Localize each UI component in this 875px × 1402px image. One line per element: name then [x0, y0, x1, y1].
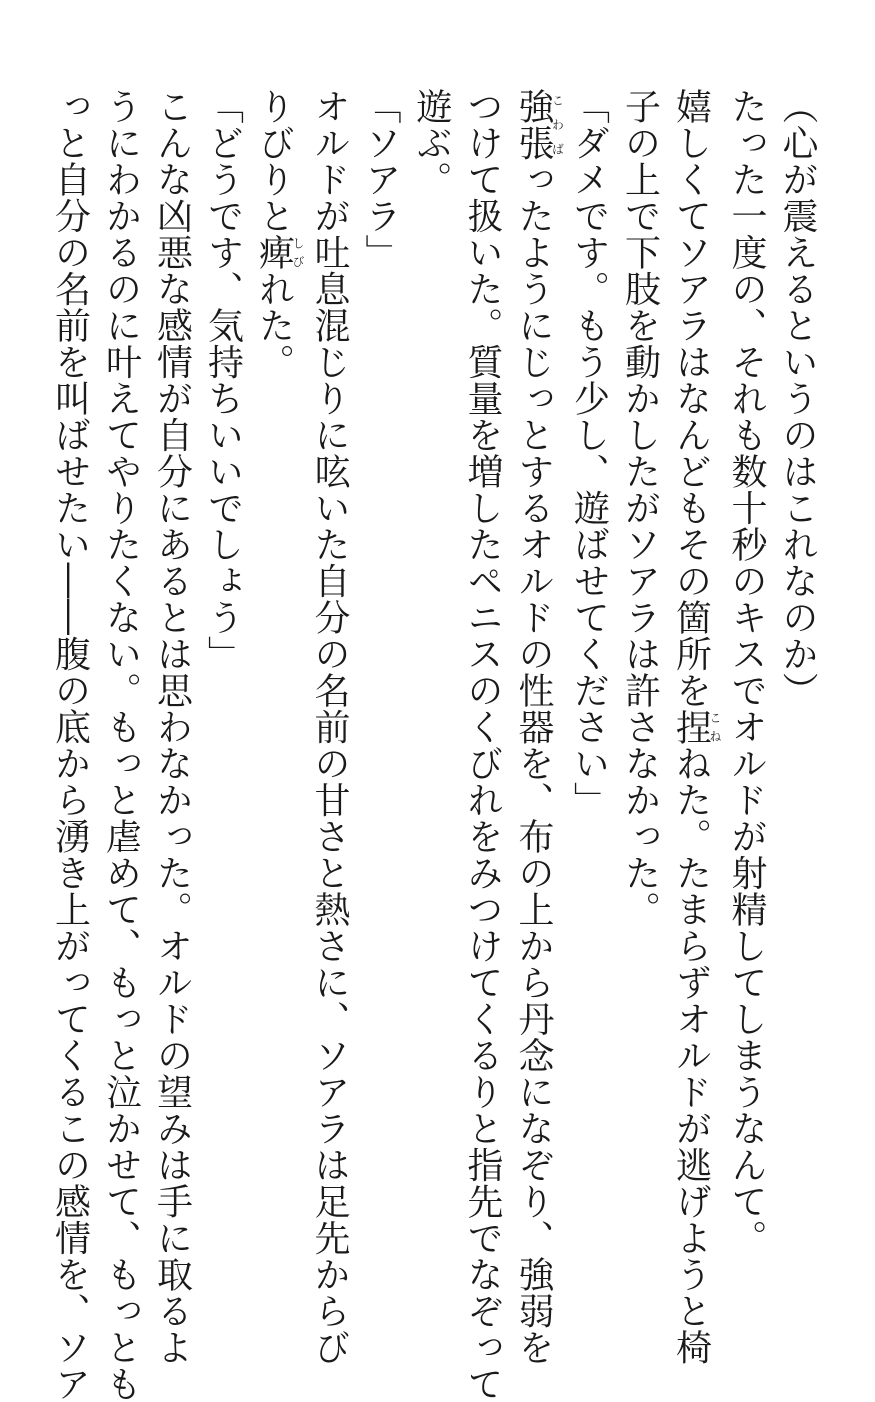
text-line: 子の上で下肢を動かしたがソアラは許さなかった。	[619, 88, 661, 928]
text-line: つけて扱いた。質量を増したペニスのくびれをみつけてくるりと指先でなぞって	[462, 88, 503, 1402]
text-line: 嬉しくてソアラはなんどもその箇所を捏こねねた。たまらずオルドが逃げようと椅	[670, 88, 722, 1366]
furigana-reading: しび	[291, 234, 305, 271]
text-line: 「ダメです。もう少し、遊ばせてください」	[568, 88, 610, 818]
text-line: 強張こわばったようにじっとするオルドの性器を、布の上から丹念になぞり、強弱を	[513, 88, 565, 1366]
text-line: りびりと痺しびれた。	[253, 88, 305, 380]
text-line: オルドが吐息混じりに呟いた自分の名前の甘さと熱さに、ソアラは足先からび	[309, 88, 350, 1366]
furigana-ruby: 痺しび	[253, 234, 305, 271]
text-line: 「どうです、気持ちいいでしょう」	[202, 88, 244, 672]
text-line: うにわかるのに叶えてやりたくない。もっと虐めて、もっと泣かせて、もっとも	[100, 88, 142, 1402]
furigana-ruby: 捏こね	[670, 708, 722, 745]
furigana-reading: こね	[708, 708, 722, 745]
text-line: こんな凶悪な感情が自分にあるとは思わなかった。オルドの望みは手に取るよ	[151, 88, 193, 1366]
text-line: たった一度の、それも数十秒のキスでオルドが射精してしまうなんて。	[726, 88, 767, 1256]
vertical-text-body	[45, 88, 824, 1402]
furigana-ruby: 強張こわば	[513, 88, 565, 161]
text-line: （心が震えるというのはこれなのか）	[777, 88, 818, 709]
text-line: 「ソアラ」	[360, 88, 401, 271]
furigana-reading: こわば	[550, 88, 565, 161]
text-line: っと自分の名前を叫ばせたい――腹の底から湧き上がってくるこの感情を、ソア	[49, 88, 91, 1402]
text-line: 遊ぶ。	[411, 88, 452, 198]
